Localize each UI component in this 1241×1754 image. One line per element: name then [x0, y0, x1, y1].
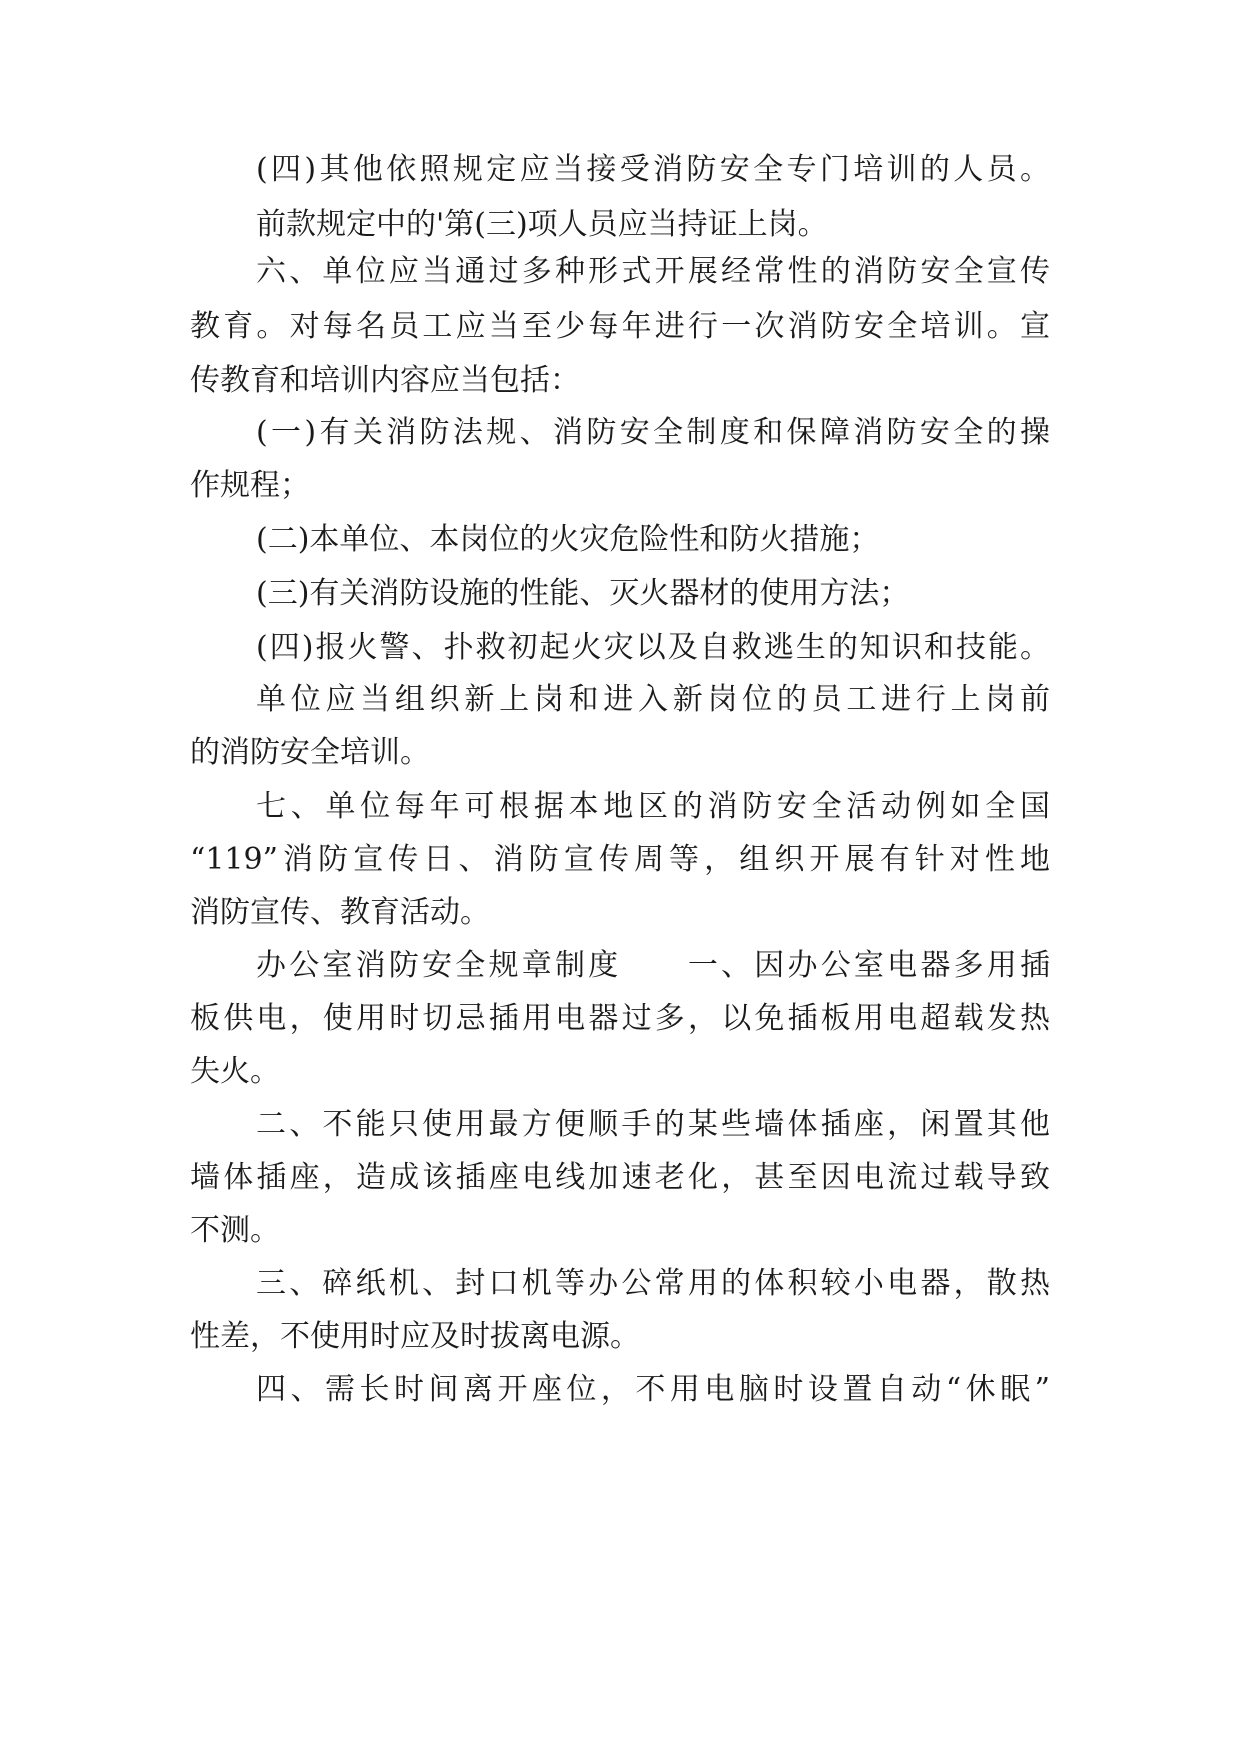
text-line: 的消防安全培训。 — [190, 735, 430, 770]
text-line: 单位应当组织新上岗和进入新岗位的员工进行上岗前 — [256, 682, 1050, 717]
text-line: (一)有关消防法规、消防安全制度和保障消防安全的操 — [256, 415, 1050, 450]
text-line: 板供电，使用时切忌插用电器过多，以免插板用电超载发热 — [190, 1001, 1050, 1036]
text-line: 办公室消防安全规章制度 一、因办公室电器多用插 — [256, 948, 1050, 983]
text-line: 传教育和培训内容应当包括： — [190, 363, 580, 398]
text-line: 性差，不使用时应及时拔离电源。 — [190, 1319, 640, 1354]
text-line: 四、需长时间离开座位，不用电脑时设置自动“休眠” — [256, 1372, 1050, 1407]
text-line: (二)本单位、本岗位的火灾危险性和防火措施； — [256, 522, 880, 557]
text-line: 消防宣传、教育活动。 — [190, 895, 490, 930]
text-line: 教育。对每名员工应当至少每年进行一次消防安全培训。宣 — [190, 309, 1050, 344]
text-line: 二、不能只使用最方便顺手的某些墙体插座，闲置其他 — [256, 1107, 1050, 1142]
text-line: (三)有关消防设施的性能、灭火器材的使用方法； — [256, 576, 910, 611]
text-line: (四)报火警、扑救初起火灾以及自救逃生的知识和技能。 — [256, 630, 1050, 665]
text-line: 六、单位应当通过多种形式开展经常性的消防安全宣传 — [256, 254, 1050, 289]
text-line: 失火。 — [190, 1054, 280, 1089]
text-line: 七、单位每年可根据本地区的消防安全活动例如全国 — [256, 789, 1050, 824]
text-line: 三、碎纸机、封口机等办公常用的体积较小电器，散热 — [256, 1266, 1050, 1301]
text-line: 墙体插座，造成该插座电线加速老化，甚至因电流过载导致 — [190, 1160, 1050, 1195]
text-line: 作规程； — [190, 468, 310, 503]
text-line: (四)其他依照规定应当接受消防安全专门培训的人员。 — [256, 152, 1050, 187]
text-line: 不测。 — [190, 1213, 280, 1248]
text-line: 前款规定中的'第(三)项人员应当持证上岗。 — [256, 207, 828, 242]
text-line: “119”消防宣传日、消防宣传周等，组织开展有针对性地 — [190, 842, 1050, 877]
